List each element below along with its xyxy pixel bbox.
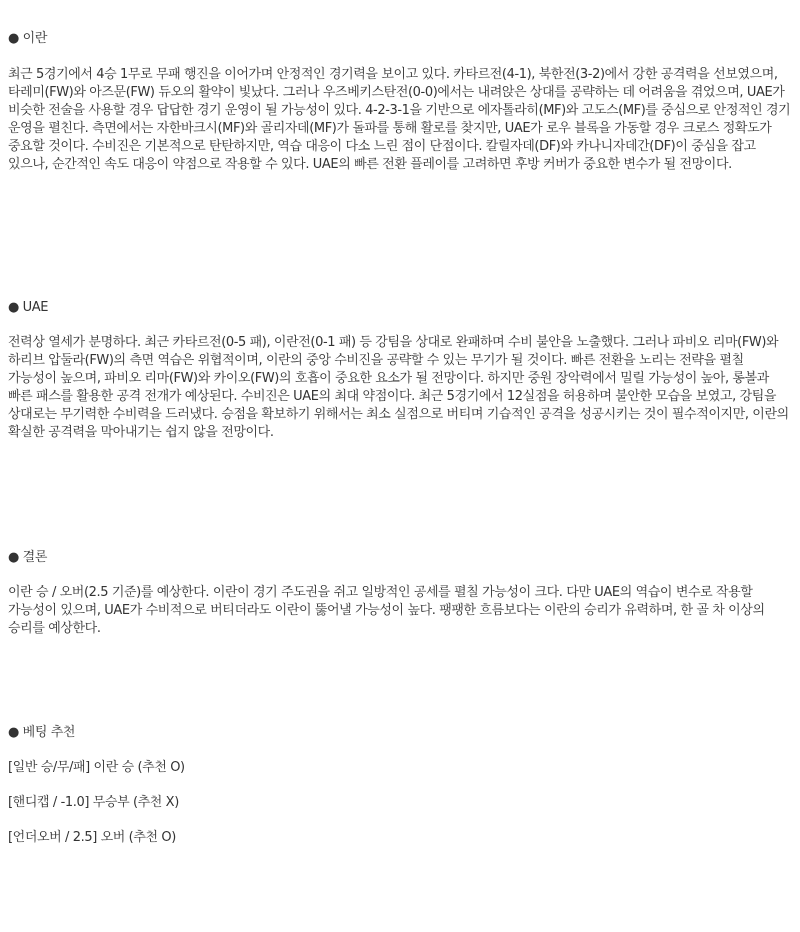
betting-line-handicap: [핸디캡 / -1.0] 무승부 (추천 X) bbox=[8, 795, 179, 810]
betting-line-over-under: [언더오버 / 2.5] 오버 (추천 O) bbox=[8, 830, 176, 845]
section-heading-conclusion: ● 결론 bbox=[8, 550, 47, 565]
section-body-conclusion: 이란 승 / 오버(2.5 기준)를 예상한다. 이란이 경기 주도권을 쥐고 일방적인 공세를 펼칠 가능성이 크다. 다만 UAE의 역습이 변수로 작용할 가능성이 있으며, UAE가 수비적으로 버티더라도 이란이 뚫어낼 가능성이 높다. 팽팽한 흐름보다는 이란의 승리가 유력하며, 한 골 차 이상의 승리를 예상한다. bbox=[8, 585, 765, 636]
betting-heading: ● 베팅 추천 bbox=[8, 725, 76, 740]
section-heading-uae: ● UAE bbox=[8, 300, 49, 315]
section-heading-iran: ● 이란 bbox=[8, 31, 47, 46]
betting-line-moneyline: [일반 승/무/패] 이란 승 (추천 O) bbox=[8, 760, 185, 775]
section-body-uae: 전력상 열세가 분명하다. 최근 카타르전(0-5 패), 이란전(0-1 패) 등 강팀을 상대로 완패하며 수비 불안을 노출했다. 그러나 파비오 리마(FW)와 하리브 압둘라(FW)의 측면 역습은 위협적이며, 이란의 중앙 수비진을 공략할 수 있는 무기가 될 것이다. 빠른 전환을 노리는 전략을 펼칠 가능성이 높으며, 파비오 리마(FW)와 카이오(FW)의 호흡이 중요한 요소가 될 전망이다. 하지만 중원 장악력에서 밀릴 가능성이 높아, 롱볼과 빠른 패스를 활용한 공격 전개가 예상된다. 수비진은 UAE의 최대 약점이다. 최근 5경기에서 12실점을 허용하며 불안한 모습을 보였고, 강팀을 상대로는 무기력한 수비력을 드러냈다. 승점을 확보하기 위해서는 최소 실점으로 버티며 기습적인 공격을 성공시키는 것이 필수적이지만, 이란의 확실한 공격력을 막아내기는 쉽지 않을 전망이다. bbox=[8, 335, 789, 440]
section-body-iran: 최근 5경기에서 4승 1무로 무패 행진을 이어가며 안정적인 경기력을 보이고 있다. 카타르전(4-1), 북한전(3-2)에서 강한 공격력을 선보였으며, 타레미(FW)와 아즈문(FW) 듀오의 활약이 빛났다. 그러나 우즈베키스탄전(0-0)에서는 내려앉은 상대를 공략하는 데 어려움을 겪었으며, UAE가 비슷한 전술을 사용할 경우 답답한 경기 운영이 될 가능성이 있다. 4-2-3-1을 기반으로 에자톨라히(MF)와 고도스(MF)를 중심으로 안정적인 경기 운영을 펼친다. 측면에서는 자한바크시(MF)와 골리자데(MF)가 돌파를 통해 활로를 찾지만, UAE가 로우 블록을 가동할 경우 크로스 정확도가 중요할 것이다. 수비진은 기본적으로 탄탄하지만, 역습 대응이 다소 느린 점이 단점이다. 칼릴자데(DF)와 카나니자데간(DF)이 중심을 잡고 있으나, 순간적인 속도 대응이 약점으로 작용할 수 있다. UAE의 빠른 전환 플레이를 고려하면 후방 커버가 중요한 변수가 될 전망이다. bbox=[8, 67, 791, 172]
